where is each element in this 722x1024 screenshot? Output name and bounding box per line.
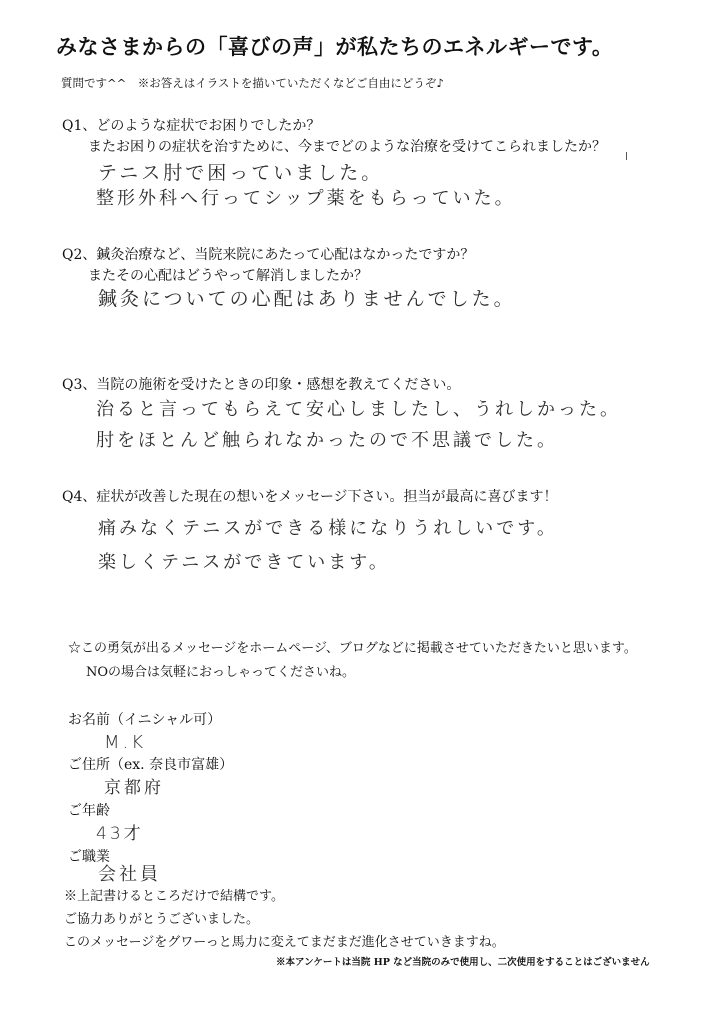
address-label: ご住所（ex. 奈良市富雄） bbox=[68, 757, 234, 773]
name-value: M.K bbox=[104, 732, 147, 753]
age-label: ご年齢 bbox=[68, 803, 110, 819]
footer-disclaimer: ※本アンケートは当院 HP など当院のみで使用し、二次使用をすることはございません bbox=[276, 957, 650, 968]
page-title: みなさまからの「喜びの声」が私たちのエネルギーです。 bbox=[56, 34, 614, 59]
name-label: お名前（イニシャル可） bbox=[68, 712, 222, 728]
question-4-line-1: Q4、症状が改善した現在の想いをメッセージ下さい。担当が最高に喜びます！ bbox=[62, 489, 558, 505]
question-2-line-2: またその心配はどうやって解消しましたか？ bbox=[88, 268, 368, 284]
job-label: ご職業 bbox=[68, 849, 110, 865]
footer-thanks: ご協力ありがとうございました。 bbox=[64, 912, 260, 927]
answer-4-line-2: 楽しくテニスができています。 bbox=[98, 552, 390, 573]
answer-4-line-1: 痛みなくテニスができる様になりうれしいです。 bbox=[98, 518, 558, 539]
answer-1-line-1: テニス肘で困っていました。 bbox=[98, 162, 384, 184]
footer-message: このメッセージをグワーっと馬力に変えてまだまだ進化させていきますね。 bbox=[64, 935, 505, 950]
stray-mark bbox=[626, 152, 627, 160]
question-3-line-1: Q3、当院の施術を受けたときの印象・感想を教えてください。 bbox=[62, 377, 461, 393]
answer-2-line-1: 鍼灸についての心配はありませんでした。 bbox=[98, 288, 516, 310]
answer-3-line-2: 肘をほとんど触られなかったので不思議でした。 bbox=[96, 430, 558, 451]
footer-note: ※上記書けるところだけで結構です。 bbox=[64, 889, 284, 904]
answer-1-line-2: 整形外科へ行ってシップ薬をもらっていた。 bbox=[96, 188, 516, 209]
age-value: 43才 bbox=[96, 824, 144, 844]
question-2-line-1: Q2、鍼灸治療など、当院来院にあたって心配はなかったですか？ bbox=[62, 247, 475, 263]
job-value: 会社員 bbox=[98, 864, 161, 885]
answer-3-line-1: 治ると言ってもらえて安心しましたし、うれしかった。 bbox=[96, 399, 621, 420]
consent-notice: ☆この勇気が出るメッセージをホームページ、ブログなどに掲載させていただきたいと思います。 bbox=[68, 641, 637, 656]
consent-notice-note: NOの場合は気軽におっしゃってくださいね。 bbox=[86, 665, 356, 680]
intro-text: 質問です^^ ※お答えはイラストを描いていただくなどご自由にどうぞ♪ bbox=[61, 76, 444, 90]
address-value: 京都府 bbox=[104, 778, 164, 798]
question-1-line-1: Q1、どのような症状でお困りでしたか？ bbox=[62, 118, 321, 134]
question-1-line-2: またお困りの症状を治すために、今までどのような治療を受けてこられましたか？ bbox=[88, 139, 606, 155]
